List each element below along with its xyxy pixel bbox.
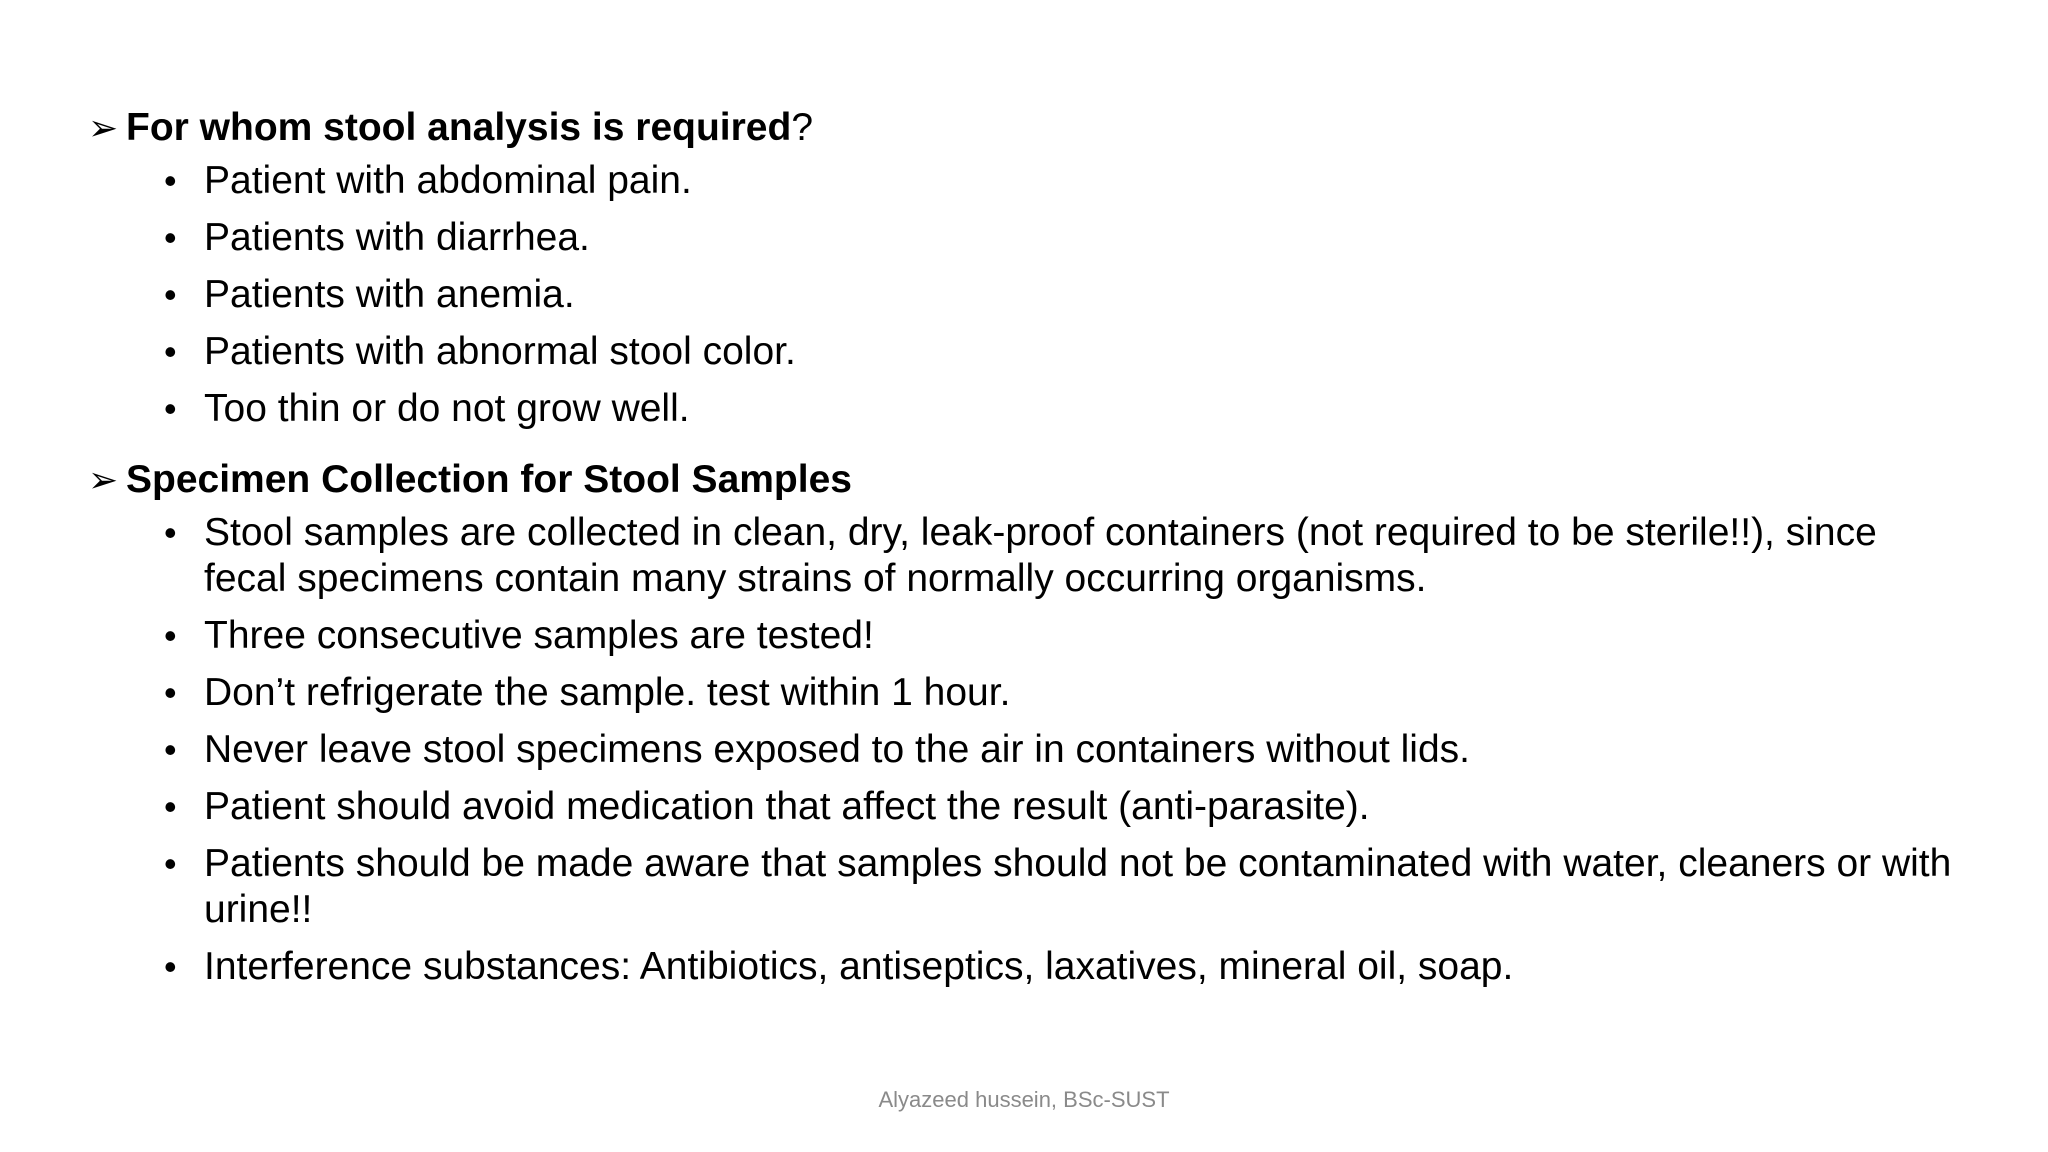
list-item-text: Patient should avoid medication that affect the result (anti-parasite). xyxy=(204,785,1370,828)
heading-text: For whom stool analysis is required xyxy=(126,106,792,149)
bullet-dot-icon: • xyxy=(164,274,177,315)
bullet-dot-icon: • xyxy=(164,331,177,372)
list-item xyxy=(88,329,1968,375)
list-item-text: Patient with abdominal pain. xyxy=(204,159,692,202)
bullet-dot-icon: • xyxy=(164,512,177,553)
bullet-list xyxy=(88,158,1968,432)
list-item xyxy=(88,727,1968,773)
list-item xyxy=(88,272,1968,318)
section-heading xyxy=(88,104,1968,152)
list-item xyxy=(88,784,1968,830)
arrow-bullet-icon: ➢ xyxy=(88,107,119,148)
bullet-dot-icon: • xyxy=(164,843,177,884)
list-item xyxy=(88,944,1968,990)
bullet-list xyxy=(88,510,1968,990)
section-who-needs-stool-analysis xyxy=(88,104,1968,432)
list-item xyxy=(88,670,1968,716)
list-item xyxy=(88,158,1968,204)
list-item xyxy=(88,215,1968,261)
list-item-text: Don’t refrigerate the sample. test within 1 hour. xyxy=(204,671,1011,714)
list-item xyxy=(88,510,1968,602)
heading-text: Specimen Collection for Stool Samples xyxy=(126,458,852,501)
bullet-dot-icon: • xyxy=(164,786,177,827)
list-item-text: Never leave stool specimens exposed to the air in containers without lids. xyxy=(204,728,1470,771)
slide-footer: Alyazeed hussein, BSc-SUST xyxy=(878,1087,1170,1112)
bullet-dot-icon: • xyxy=(164,217,177,258)
bullet-dot-icon: • xyxy=(164,615,177,656)
list-item-text: Three consecutive samples are tested! xyxy=(204,614,874,657)
list-item-text: Patients with anemia. xyxy=(204,273,575,316)
bullet-dot-icon: • xyxy=(164,946,177,987)
list-item-text: Stool samples are collected in clean, dry, leak-proof containers (not required to be sterile!!), since fecal specimens contain many strains of normally occurring organisms. xyxy=(204,511,1877,600)
list-item xyxy=(88,613,1968,659)
list-item-text: Patients with abnormal stool color. xyxy=(204,330,796,373)
bullet-dot-icon: • xyxy=(164,388,177,429)
list-item-text: Too thin or do not grow well. xyxy=(204,387,690,430)
bullet-dot-icon: • xyxy=(164,672,177,713)
list-item-text: Patients with diarrhea. xyxy=(204,216,590,259)
bullet-dot-icon: • xyxy=(164,160,177,201)
bullet-dot-icon: • xyxy=(164,729,177,770)
list-item-text: Interference substances: Antibiotics, antiseptics, laxatives, mineral oil, soap. xyxy=(204,945,1514,988)
arrow-bullet-icon: ➢ xyxy=(88,459,119,500)
section-heading xyxy=(88,456,1968,504)
heading-suffix: ? xyxy=(791,106,814,149)
list-item xyxy=(88,386,1968,432)
list-item xyxy=(88,841,1968,933)
section-specimen-collection xyxy=(88,456,1968,990)
list-item-text: Patients should be made aware that samples should not be contaminated with water, cleaners or with urine!! xyxy=(204,842,1952,931)
